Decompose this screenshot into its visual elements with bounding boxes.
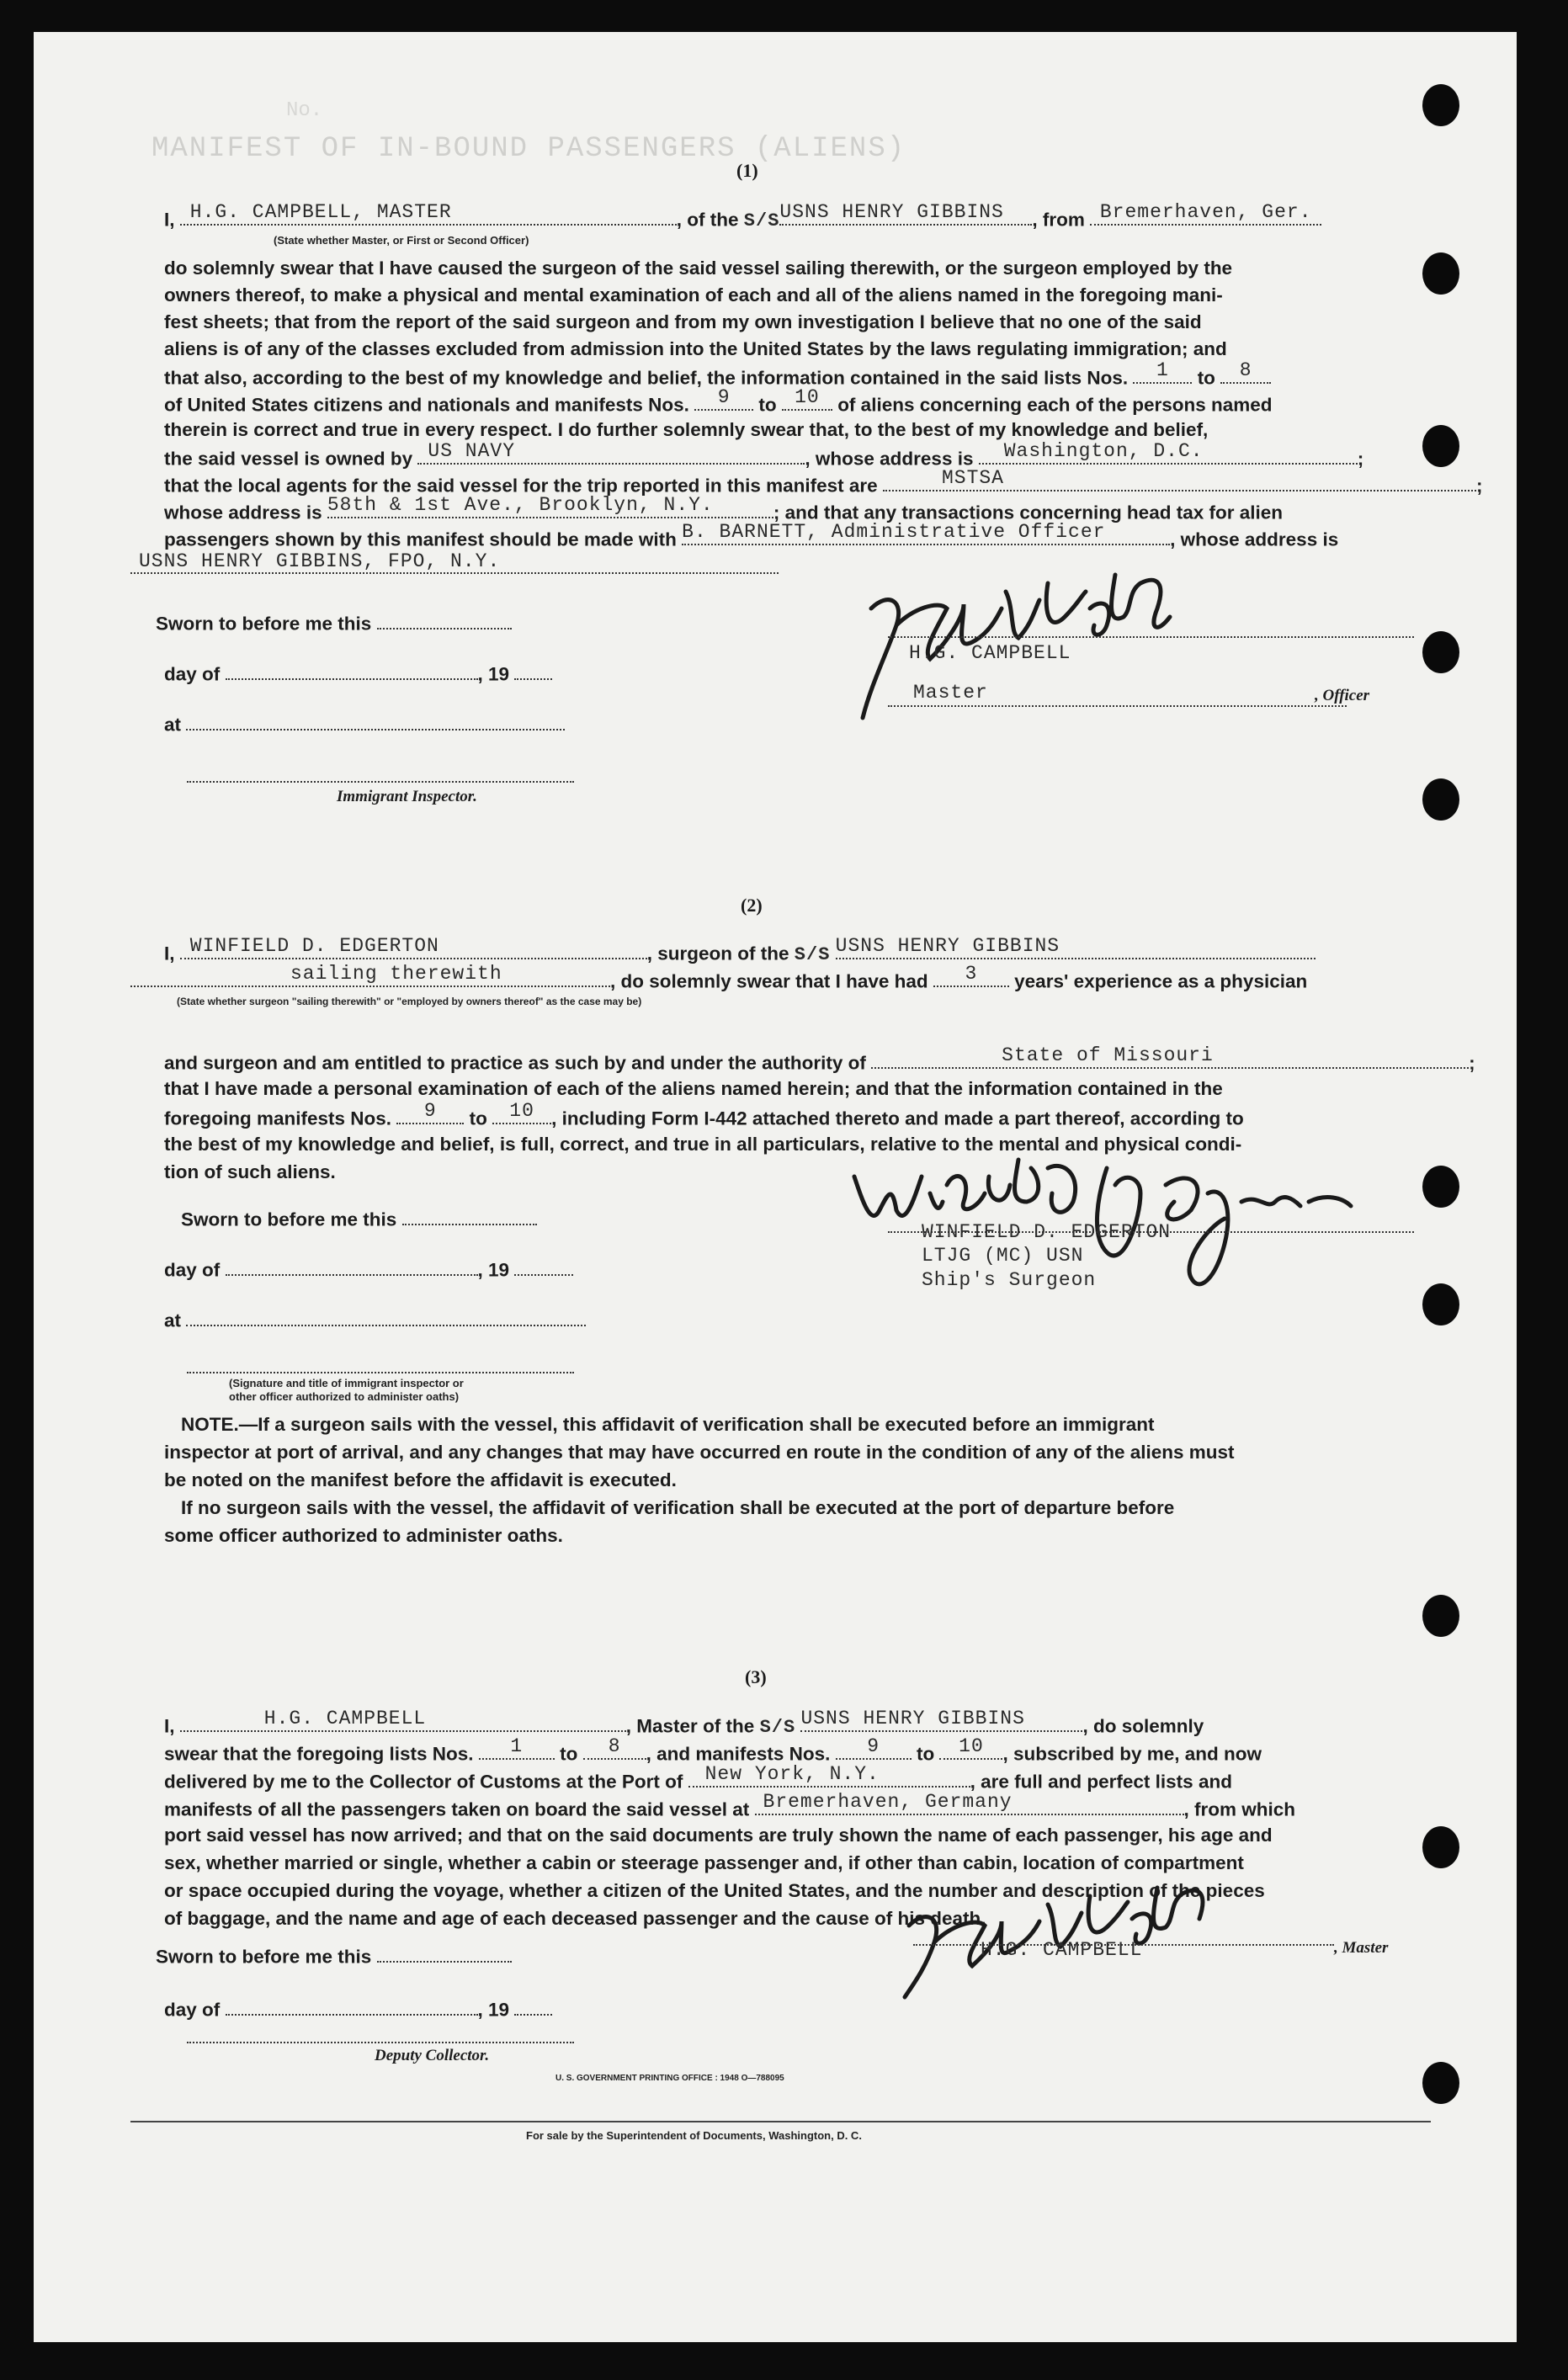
sec2-line-3: and surgeon and am entitled to practice as such by and under the authority of State of Missouri ;: [164, 1044, 1475, 1074]
sec3-line-4: manifests of all the passengers taken on board the said vessel at Bremerhaven, Germany , from which: [164, 1791, 1296, 1820]
sec1-line-3: owners thereof, to make a physical and mental examination of each and all of the aliens named in the foregoing mani-: [164, 284, 1223, 305]
punch-hole: [1422, 631, 1459, 673]
sec1-line-5: aliens is of any of the classes excluded from admission into the United States by the laws regulating immigration; and: [164, 338, 1227, 359]
punch-hole: [1422, 1166, 1459, 1208]
master-typed-name: H.G. CAMPBELL: [909, 642, 1071, 664]
punch-hole: [1422, 1595, 1459, 1637]
agents-address-field: 58th & 1st Ave., Brooklyn, N.Y.: [327, 500, 773, 518]
sec1-line-1: I, H.G. CAMPBELL, MASTER , of the S/S USNS HENRY GIBBINS , from Bremerhaven, Ger.: [164, 207, 1321, 231]
sec3-sworn-line: Sworn to before me this: [156, 1944, 512, 1968]
surgeon-typed-name: WINFIELD D. EDGERTON: [922, 1221, 1172, 1243]
surgeon-typed-title: Ship's Surgeon: [922, 1269, 1097, 1291]
sec3-line-2: swear that the foregoing lists Nos. 1 to 8 , and manifests Nos. 9 to 10 , subscribed by me, and now: [164, 1735, 1262, 1765]
manifests-to-field: 10: [782, 392, 832, 411]
sec3-lists-from-field: 1: [479, 1741, 555, 1760]
sec2-day-line: day of , 19: [164, 1257, 573, 1281]
manifest-page: [34, 32, 1517, 2342]
sec3-line-3: delivered by me to the Collector of Customs at the Port of New York, N.Y. , are full and perfect lists and: [164, 1763, 1232, 1793]
punch-hole: [1422, 2062, 1459, 2104]
bleed-through-header: MANIFEST OF IN-BOUND PASSENGERS (ALIENS): [151, 133, 906, 165]
lists-to-field: 8: [1220, 365, 1271, 384]
section-1-title: (1): [736, 160, 758, 181]
master-caption: , Master: [1334, 1939, 1389, 1957]
sec3-line-5: port said vessel has now arrived; and that on the said documents are truly shown the name of each passenger, his age and: [164, 1825, 1273, 1846]
sec3-departure-port-field: Bremerhaven, Germany: [755, 1797, 1184, 1815]
sec3-manifests-from-field: 9: [836, 1741, 912, 1760]
departure-port-field: Bremerhaven, Ger.: [1090, 207, 1321, 226]
arrival-port-field: New York, N.Y.: [688, 1769, 970, 1788]
officer-caption: , Officer: [1315, 687, 1370, 704]
sec3-manifests-to-field: 10: [939, 1741, 1002, 1760]
deputy-collector-caption: Deputy Collector.: [375, 2047, 490, 2064]
sec2-manifests-to-field: 10: [492, 1106, 551, 1124]
sec2-officer-signature-rule: [187, 1372, 574, 1373]
master-title-typed: Master: [913, 682, 988, 704]
sec1-line-11: whose address is 58th & 1st Ave., Brooklyn, N.Y. ; and that any transactions concerning head tax for alien: [164, 494, 1283, 523]
sec1-day-line: day of , 19: [164, 661, 552, 685]
sec3-ss-mark: S/S: [759, 1717, 796, 1739]
punch-hole: [1422, 425, 1459, 467]
sec2-line-1: I, WINFIELD D. EDGERTON , surgeon of the S/S USNS HENRY GIBBINS: [164, 941, 1316, 965]
sec2-line-2: sailing therewith , do solemnly swear that I have had 3 years' experience as a physician: [130, 969, 1307, 992]
head-tax-contact-field: B. BARNETT, Administrative Officer: [682, 527, 1170, 545]
sec2-vessel-field: USNS HENRY GIBBINS: [836, 941, 1316, 959]
master-signature-rule: [888, 636, 1414, 638]
sec3-line-6: sex, whether married or single, whether a cabin or steerage passenger and, if other than cabin, location of compartment: [164, 1852, 1244, 1873]
sec3-day-line: day of , 19: [164, 1997, 552, 2021]
ss-mark: S/S: [743, 210, 780, 232]
years-field: 3: [933, 969, 1009, 987]
sec1-line-8: therein is correct and true in every respect. I do further solemnly swear that, to the best of my knowledge and belief,: [164, 419, 1209, 440]
sec2-note-3: be noted on the manifest before the affidavit is executed.: [164, 1469, 677, 1490]
section-2-title: (2): [741, 895, 763, 916]
surgeon-name-field: WINFIELD D. EDGERTON: [180, 941, 647, 959]
punch-hole: [1422, 778, 1459, 821]
sec1-line-9: the said vessel is owned by US NAVY , whose address is Washington, D.C. ;: [164, 440, 1364, 470]
sec1-line-2: do solemnly swear that I have caused the surgeon of the said vessel sailing therewith, or the surgeon employed by the: [164, 258, 1233, 279]
sec3-lists-to-field: 8: [583, 1741, 646, 1760]
authority-field: State of Missouri: [871, 1050, 1469, 1069]
sec1-sworn-line: Sworn to before me this: [156, 611, 512, 635]
immigrant-inspector-caption: Immigrant Inspector.: [337, 788, 477, 805]
lists-from-field: 1: [1133, 365, 1192, 384]
gpo-imprint: U. S. GOVERNMENT PRINTING OFFICE : 1948 O—788095: [555, 2074, 784, 2083]
sec2-sworn-line: Sworn to before me this: [181, 1207, 537, 1230]
sec2-capacity-caption: (State whether surgeon "sailing therewith" or "employed by owners thereof" as the case may be): [177, 996, 642, 1007]
sec2-line-4: that I have made a personal examination of each of the aliens named herein; and that the information contained in the: [164, 1078, 1223, 1099]
sec2-officer-caption-2: other officer authorized to administer oaths): [229, 1390, 460, 1403]
punch-hole: [1422, 252, 1459, 295]
vessel-field: USNS HENRY GIBBINS: [779, 207, 1032, 226]
footer-rule: [130, 2121, 1431, 2122]
contact-address: USNS HENRY GIBBINS, FPO, N.Y.: [139, 550, 501, 572]
sec3-master-signature: [884, 1867, 1321, 2001]
sec2-manifests-from-field: 9: [396, 1106, 464, 1124]
sec2-line-6: the best of my knowledge and belief, is full, correct, and true in all particulars, relative to the mental and physical condi-: [164, 1134, 1242, 1155]
owner-field: US NAVY: [417, 446, 805, 465]
surgeon-typed-rank: LTJG (MC) USN: [922, 1245, 1084, 1267]
bleed-through-number: No.: [286, 99, 323, 122]
section-3-title: (3): [745, 1666, 767, 1687]
sec2-at-line: at: [164, 1308, 586, 1331]
punch-hole: [1422, 1283, 1459, 1325]
surgeon-capacity-field: sailing therewith: [130, 969, 610, 987]
sec1-line-6: that also, according to the best of my knowledge and belief, the information contained in the said lists Nos. 1 to 8: [164, 365, 1271, 389]
sec2-note-1: NOTE.—If a surgeon sails with the vessel, this affidavit of verification shall be executed before an immigrant: [181, 1414, 1155, 1435]
sec3-line-1: I, H.G. CAMPBELL , Master of the S/S USNS HENRY GIBBINS , do solemnly: [164, 1708, 1204, 1739]
punch-hole: [1422, 1826, 1459, 1868]
sec1-line-7: of United States citizens and nationals and manifests Nos. 9 to 10 of aliens concerning each of the persons named: [164, 386, 1273, 416]
master-name-field: H.G. CAMPBELL, MASTER: [180, 207, 677, 226]
sec1-line-12: passengers shown by this manifest should be made with B. BARNETT, Administrative Officer , whose address is: [164, 521, 1339, 550]
sec3-master-name-field: H.G. CAMPBELL: [180, 1713, 626, 1732]
sec3-line-8: of baggage, and the name and age of each deceased passenger and the cause of his death.: [164, 1908, 986, 1929]
collector-signature-rule: [187, 2042, 574, 2043]
sec3-vessel-field: USNS HENRY GIBBINS: [800, 1713, 1082, 1732]
sec1-at-line: at: [164, 712, 565, 736]
sec1-line-10: that the local agents for the said vessel for the trip reported in this manifest are MSTSA ;: [164, 467, 1483, 497]
sale-notice: For sale by the Superintendent of Documents, Washington, D. C.: [526, 2129, 862, 2142]
sec2-line-5: foregoing manifests Nos. 9 to 10 , including Form I-442 attached thereto and made a part thereof, according to: [164, 1100, 1244, 1129]
sec2-line-7: tion of such aliens.: [164, 1161, 336, 1182]
punch-hole: [1422, 84, 1459, 126]
agents-field: MSTSA: [883, 473, 1476, 491]
sec2-note-2: inspector at port of arrival, and any changes that may have occurred en route in the condition of any of the aliens must: [164, 1442, 1235, 1463]
inspector-signature-rule: [187, 781, 574, 783]
sec2-note-5: some officer authorized to administer oaths.: [164, 1525, 563, 1546]
contact-address-rule: [130, 572, 779, 574]
sec2-note-4: If no surgeon sails with the vessel, the affidavit of verification shall be executed at the port of departure before: [181, 1497, 1175, 1518]
sec3-line-7: or space occupied during the voyage, whether a citizen of the United States, and the number and description of the pieces: [164, 1880, 1265, 1901]
sec2-ss-mark: S/S: [794, 944, 831, 966]
sec1-master-caption: (State whether Master, or First or Second Officer): [274, 234, 529, 247]
owner-address-field: Washington, D.C.: [979, 446, 1358, 465]
officer-title-rule: [888, 705, 1347, 707]
sec2-officer-caption-1: (Signature and title of immigrant inspector or: [229, 1377, 464, 1389]
manifests-from-field: 9: [694, 392, 753, 411]
sec1-line-4: fest sheets; that from the report of the said surgeon and from my own investigation I believe that no one of the said: [164, 311, 1202, 332]
sec3-master-typed-name: H.G. CAMPBELL: [981, 1939, 1143, 1961]
